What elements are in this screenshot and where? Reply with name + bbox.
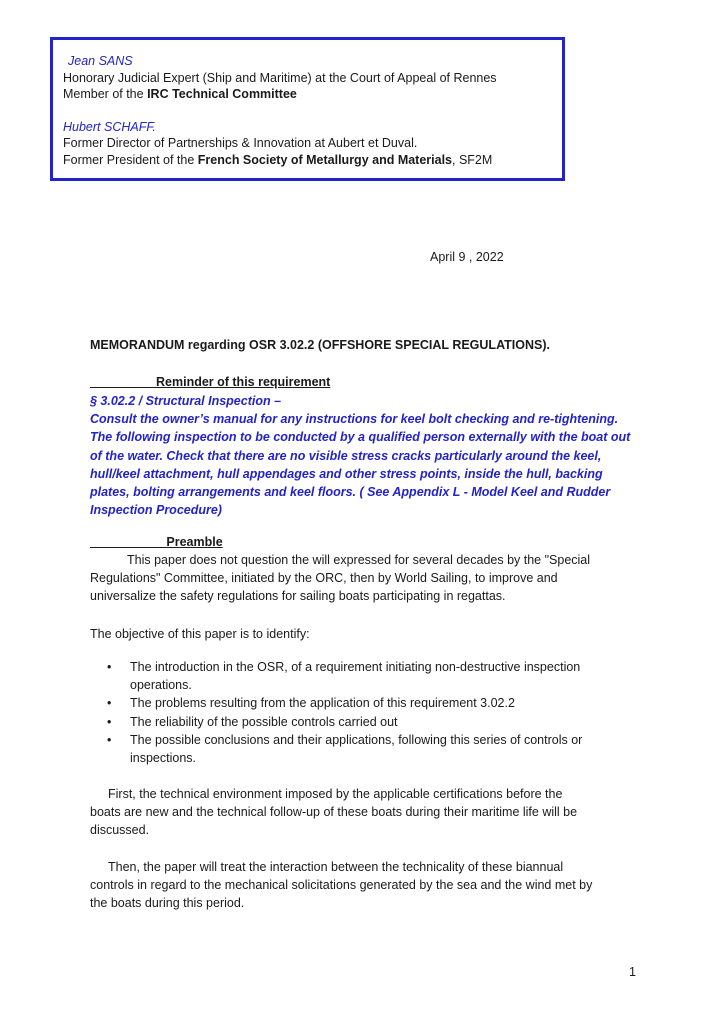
author-affiliation: Former Director of Partnerships & Innovation at Aubert et Duval.: [63, 136, 418, 151]
list-item: • The reliability of the possible controls carried out: [90, 713, 650, 731]
then-paragraph: [90, 858, 650, 913]
authors-box: [50, 37, 565, 181]
author-affiliation: Former President of the French Society of Metallurgy and Materials, SF2M: [63, 152, 493, 167]
author-affiliation: Member of the IRC Technical Committee: [63, 87, 297, 102]
requirement-line: The following inspection to be conducted by a qualified person externally with the boat out: [90, 430, 631, 445]
author-name: Hubert SCHAFF.: [63, 119, 156, 134]
paragraph-line: discussed.: [90, 823, 150, 838]
page-number: 1: [629, 965, 636, 979]
author-block: [63, 53, 562, 103]
reminder-heading: Reminder of this requirement: [156, 375, 331, 389]
paragraph-line: Regulations" Committee, initiated by the ORC, then by World Sailing, to improve and: [90, 571, 558, 586]
preamble-paragraph: [90, 551, 650, 606]
bullet-icon: •: [107, 714, 112, 729]
bullet-icon: •: [107, 732, 112, 747]
memo-title: MEMORANDUM regarding OSR 3.02.2 (OFFSHORE SPECIAL REGULATIONS).: [90, 338, 550, 352]
paragraph-line: This paper does not question the will expressed for several decades by the "Special: [127, 553, 591, 567]
requirement-line: Consult the owner’s manual for any instructions for keel bolt checking and re-tightening.: [90, 412, 619, 427]
paragraph-line: controls in regard to the mechanical solicitations generated by the sea and the wind met by: [90, 878, 593, 893]
author-name: Jean SANS: [68, 54, 133, 68]
objective-text: The objective of this paper is to identify:: [90, 627, 310, 641]
requirement-text: [90, 392, 650, 519]
requirement-line: Inspection Procedure): [90, 503, 222, 518]
objectives-list: [90, 658, 650, 767]
paragraph-line: universalize the safety regulations for sailing boats participating in regattas.: [90, 589, 506, 604]
paragraph-line: Then, the paper will treat the interaction between the technicality of these biannual: [108, 860, 564, 874]
requirement-line: hull/keel attachment, hull appendages and other stress points, inside the hull, backing: [90, 466, 603, 481]
list-item: • The introduction in the OSR, of a requirement initiating non-destructive inspection operations.: [107, 660, 581, 693]
first-paragraph: [90, 785, 650, 840]
document-date: April 9 , 2022: [430, 250, 504, 264]
list-item: • The possible conclusions and their applications, following this series of controls or inspections.: [107, 732, 583, 766]
paragraph-line: boats are new and the technical follow-up of these boats during their maritime life will be: [90, 805, 578, 820]
paragraph-line: First, the technical environment imposed by the applicable certifications before the: [108, 787, 563, 801]
list-item: • The problems resulting from the application of this requirement 3.02.2: [90, 694, 650, 712]
requirement-line: of the water. Check that there are no visible stress cracks particularly around the keel,: [90, 448, 602, 463]
requirement-line: § 3.02.2 / Structural Inspection –: [90, 394, 282, 408]
paragraph-line: the boats during this period.: [90, 896, 245, 911]
requirement-line: plates, bolting arrangements and keel floors. ( See Appendix L - Model Keel and Rudder: [90, 485, 611, 500]
author-block: [63, 119, 562, 169]
bullet-icon: •: [107, 660, 112, 674]
author-affiliation: Honorary Judicial Expert (Ship and Maritime) at the Court of Appeal of Rennes: [63, 70, 497, 85]
preamble-heading: Preamble: [166, 535, 223, 549]
bullet-icon: •: [107, 696, 112, 711]
